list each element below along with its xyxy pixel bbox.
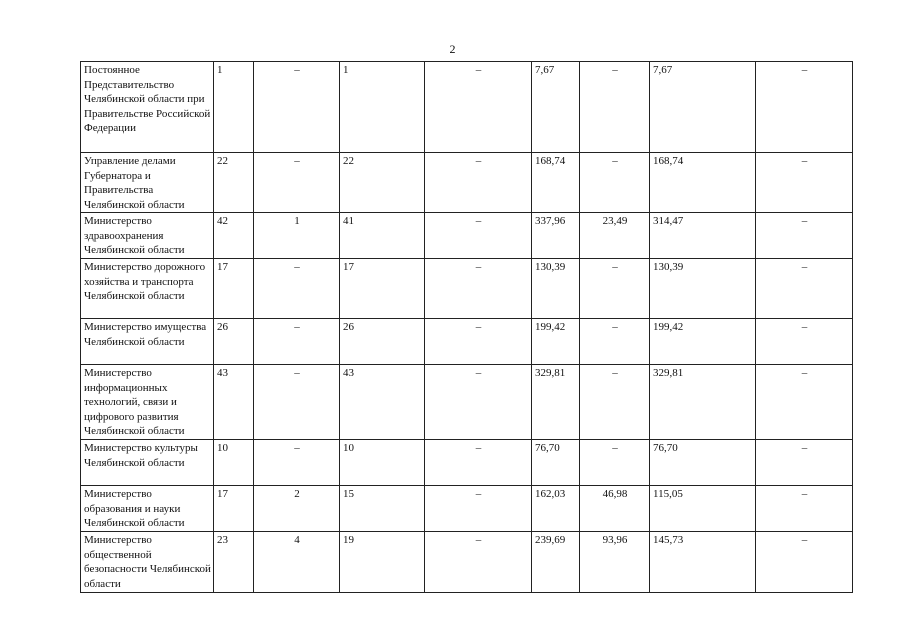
table-row (81, 440, 853, 486)
cell-col-3: 15 (340, 486, 425, 532)
cell-col-3: 41 (340, 213, 425, 259)
cell-col-4: – (425, 259, 532, 319)
cell-col-3: 43 (340, 365, 425, 440)
cell-col-5: 168,74 (532, 153, 580, 213)
cell-col-6: – (580, 153, 650, 213)
cell-col-6: 46,98 (580, 486, 650, 532)
organization-name: Министерство здравоохранения Челябинской области (81, 213, 214, 259)
organization-name: Постоянное Представительство Челябинской области при Правительстве Российской Федерации (81, 62, 214, 153)
cell-col-4: – (425, 319, 532, 365)
cell-col-2: – (254, 62, 340, 153)
cell-col-2: – (254, 319, 340, 365)
budget-table (80, 61, 853, 593)
cell-col-7: 115,05 (650, 486, 756, 532)
cell-col-8: – (756, 259, 853, 319)
cell-col-7: 130,39 (650, 259, 756, 319)
cell-col-7: 168,74 (650, 153, 756, 213)
cell-col-8: – (756, 486, 853, 532)
cell-col-3: 26 (340, 319, 425, 365)
cell-col-4: – (425, 532, 532, 593)
cell-col-6: – (580, 259, 650, 319)
organization-name: Министерство культуры Челябинской области (81, 440, 214, 486)
cell-col-4: – (425, 62, 532, 153)
table-row (81, 365, 853, 440)
cell-col-8: – (756, 213, 853, 259)
cell-col-6: 23,49 (580, 213, 650, 259)
table-row (81, 62, 853, 153)
cell-col-6: – (580, 365, 650, 440)
cell-col-3: 1 (340, 62, 425, 153)
cell-col-7: 76,70 (650, 440, 756, 486)
cell-col-5: 329,81 (532, 365, 580, 440)
cell-col-5: 130,39 (532, 259, 580, 319)
cell-col-6: – (580, 440, 650, 486)
cell-col-1: 22 (214, 153, 254, 213)
cell-col-8: – (756, 365, 853, 440)
cell-col-8: – (756, 62, 853, 153)
table-row (81, 319, 853, 365)
cell-col-1: 10 (214, 440, 254, 486)
cell-col-7: 314,47 (650, 213, 756, 259)
cell-col-4: – (425, 440, 532, 486)
cell-col-8: – (756, 319, 853, 365)
organization-name: Министерство дорожного хозяйства и транспорта Челябинской области (81, 259, 214, 319)
cell-col-1: 23 (214, 532, 254, 593)
cell-col-1: 43 (214, 365, 254, 440)
cell-col-4: – (425, 365, 532, 440)
cell-col-6: – (580, 319, 650, 365)
cell-col-2: 4 (254, 532, 340, 593)
cell-col-8: – (756, 153, 853, 213)
cell-col-5: 199,42 (532, 319, 580, 365)
table-row (81, 213, 853, 259)
cell-col-5: 7,67 (532, 62, 580, 153)
organization-name: Управление делами Губернатора и Правительства Челябинской области (81, 153, 214, 213)
cell-col-1: 42 (214, 213, 254, 259)
table-row (81, 153, 853, 213)
cell-col-2: – (254, 153, 340, 213)
cell-col-8: – (756, 532, 853, 593)
cell-col-3: 19 (340, 532, 425, 593)
table-row (81, 532, 853, 593)
cell-col-7: 7,67 (650, 62, 756, 153)
cell-col-7: 145,73 (650, 532, 756, 593)
cell-col-3: 22 (340, 153, 425, 213)
cell-col-5: 239,69 (532, 532, 580, 593)
cell-col-3: 10 (340, 440, 425, 486)
organization-name: Министерство образования и науки Челябинской области (81, 486, 214, 532)
table-row (81, 486, 853, 532)
cell-col-4: – (425, 153, 532, 213)
organization-name: Министерство информационных технологий, связи и цифрового развития Челябинской области (81, 365, 214, 440)
cell-col-7: 329,81 (650, 365, 756, 440)
cell-col-4: – (425, 486, 532, 532)
organization-name: Министерство имущества Челябинской области (81, 319, 214, 365)
cell-col-4: – (425, 213, 532, 259)
cell-col-2: 2 (254, 486, 340, 532)
cell-col-7: 199,42 (650, 319, 756, 365)
cell-col-3: 17 (340, 259, 425, 319)
cell-col-1: 17 (214, 259, 254, 319)
cell-col-1: 17 (214, 486, 254, 532)
cell-col-1: 1 (214, 62, 254, 153)
cell-col-2: – (254, 365, 340, 440)
cell-col-8: – (756, 440, 853, 486)
cell-col-5: 162,03 (532, 486, 580, 532)
cell-col-6: 93,96 (580, 532, 650, 593)
organization-name: Министерство общественной безопасности Челябинской области (81, 532, 214, 593)
page-number: 2 (449, 42, 456, 56)
cell-col-2: 1 (254, 213, 340, 259)
cell-col-2: – (254, 259, 340, 319)
table-row (81, 259, 853, 319)
cell-col-2: – (254, 440, 340, 486)
cell-col-6: – (580, 62, 650, 153)
cell-col-5: 76,70 (532, 440, 580, 486)
cell-col-1: 26 (214, 319, 254, 365)
cell-col-5: 337,96 (532, 213, 580, 259)
